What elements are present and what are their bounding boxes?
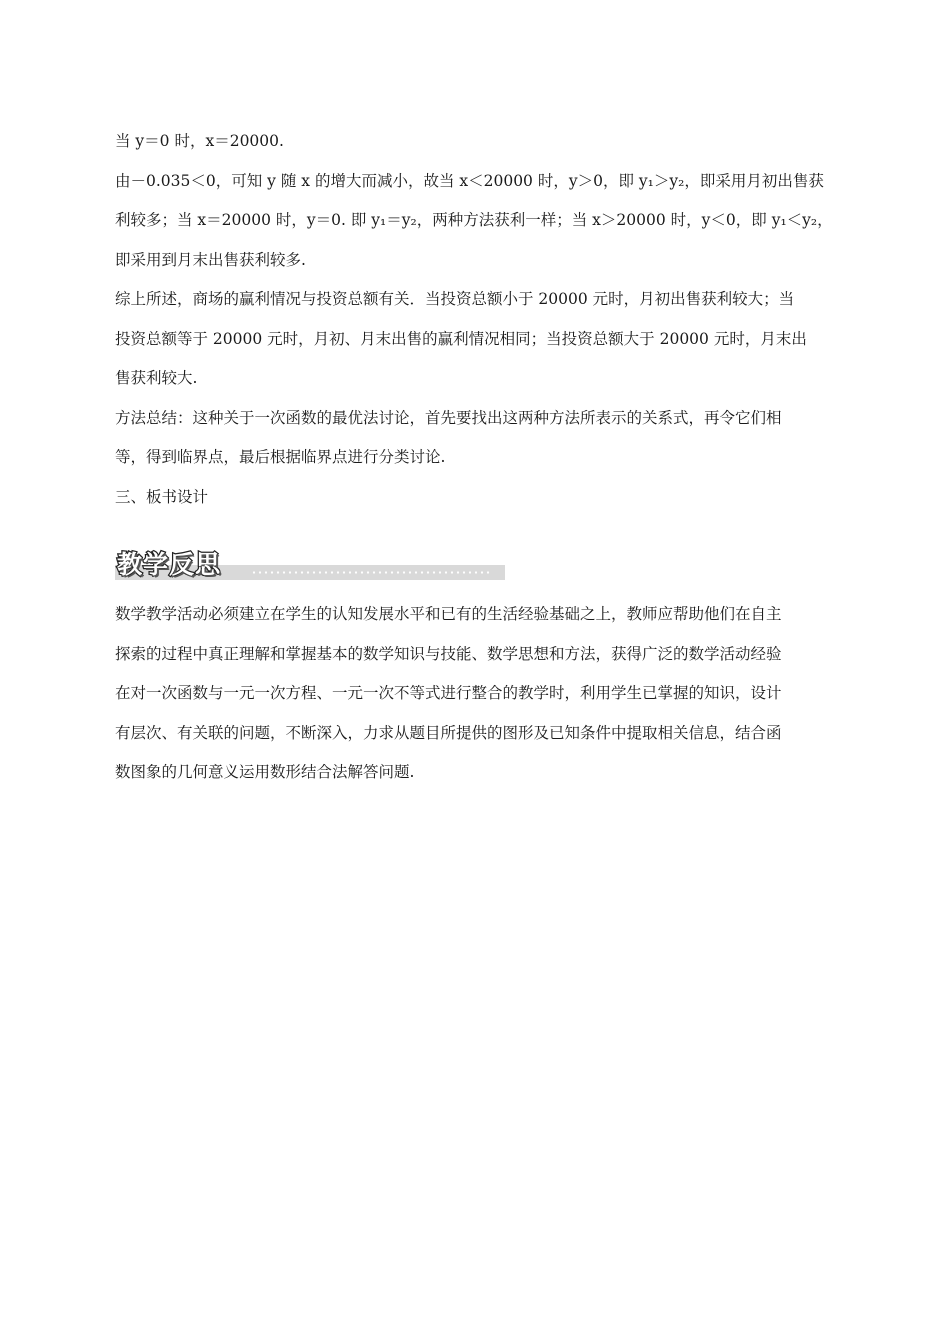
text-line: 即采用到月末出售获利较多. <box>115 250 306 269</box>
text-line: 由－0.035＜0，可知 y 随 x 的增大而减小，故当 x＜20000 时，y＞0，即 y₁＞y₂，即采用月初出售获 <box>115 171 824 190</box>
text-line: 等，得到临界点，最后根据临界点进行分类讨论. <box>115 448 446 466</box>
text-line: 当 y＝0 时，x＝20000. <box>115 132 284 150</box>
document-page <box>115 122 837 793</box>
reflection-paragraph <box>115 595 837 793</box>
header-dots-decoration <box>251 571 491 574</box>
board-design-heading <box>115 478 837 518</box>
solution-paragraph <box>115 122 837 280</box>
conclusion-paragraph <box>115 280 837 399</box>
text-line: 综上所述，商场的赢利情况与投资总额有关．当投资总额小于 20000 元时，月初出售获利较大；当 <box>115 290 795 308</box>
section-title: 教学反思 <box>117 550 222 579</box>
text-line: 数学教学活动必须建立在学生的认知发展水平和已有的生活经验基础之上，教师应帮助他们在自主 <box>115 605 782 623</box>
text-line: 数图象的几何意义运用数形结合法解答问题. <box>115 763 415 781</box>
text-line: 投资总额等于 20000 元时，月初、月末出售的赢利情况相同；当投资总额大于 20000 元时，月末出 <box>115 329 807 348</box>
text-line: 在对一次函数与一元一次方程、一元一次不等式进行整合的教学时，利用学生已掌握的知识，设计 <box>115 684 782 702</box>
text-line: 探索的过程中真正理解和掌握基本的数学知识与技能、数学思想和方法，获得广泛的数学活动经验 <box>115 644 782 663</box>
text-line: 方法总结：这种关于一次函数的最优法讨论，首先要找出这两种方法所表示的关系式，再令它们相 <box>115 408 782 427</box>
text-line: 售获利较大. <box>115 369 198 387</box>
text-line: 三、板书设计 <box>115 487 209 506</box>
method-summary-paragraph <box>115 399 837 478</box>
teaching-reflection-header <box>115 543 837 587</box>
text-line: 有层次、有关联的问题，不断深入，力求从题目所提供的图形及已知条件中提取相关信息，结合函 <box>115 723 782 742</box>
text-line: 利较多；当 x＝20000 时，y＝0. 即 y₁＝y₂，两种方法获利一样；当 x＞20000 时，y＜0，即 y₁＜y₂， <box>115 211 833 229</box>
